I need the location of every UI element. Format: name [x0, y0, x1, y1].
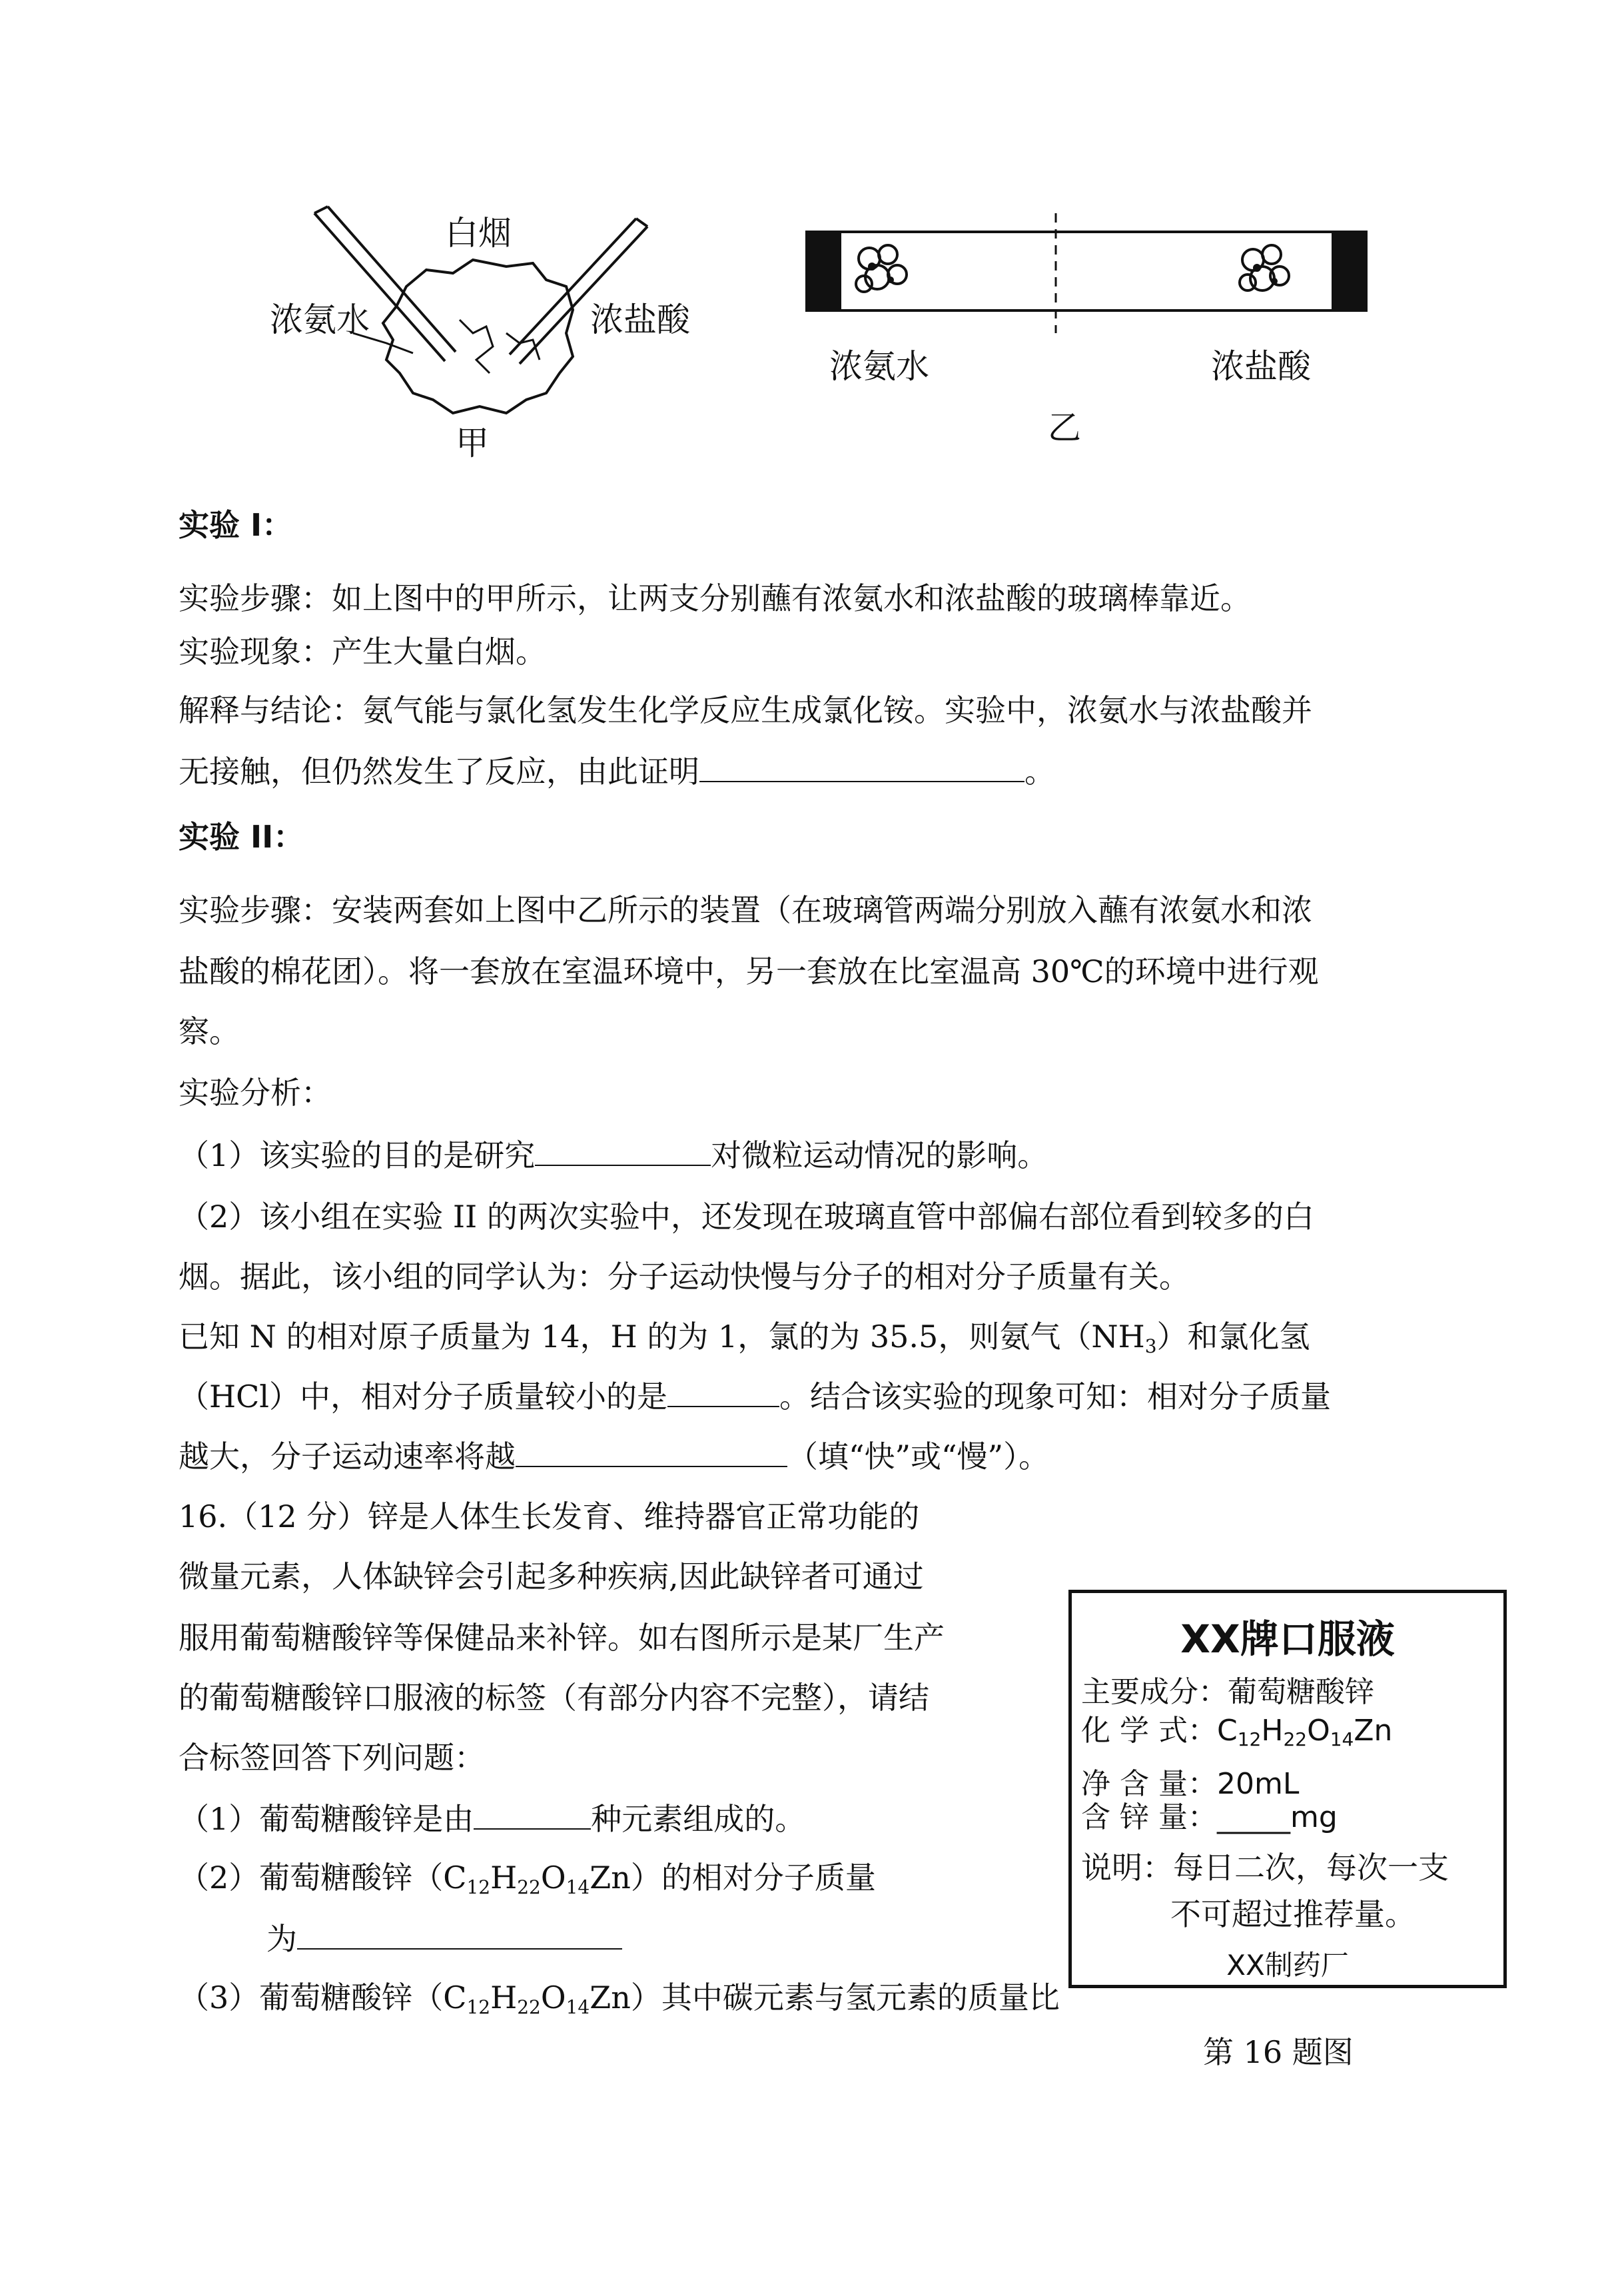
exp2-q2-3: 已知 N 的相对原子质量为 14，H 的为 1，氯的为 35.5，则氨气$(NH_3)$和氯化氢: [179, 1319, 1310, 1357]
q16-intro-1: 16.（12 分）锌是人体生长发育、维持器官正常功能的: [179, 1498, 920, 1534]
exp2-step-3: 察。: [179, 1013, 240, 1049]
figure-caption: 第 16 题图: [1203, 2034, 1354, 2070]
exp1-step: 实验步骤：如上图中的甲所示，让两支分别蘸有浓氨水和浓盐酸的玻璃棒靠近。: [179, 580, 1251, 616]
exp2-step-2: 盐酸的棉花团）。将一套放在室温环境中，另一套放在比室温高 30℃的环境中进行观: [179, 953, 1319, 989]
label-zinc: 含 锌 量：_____mg: [1081, 1800, 1338, 1834]
figure-yi-tube: [803, 213, 1376, 333]
answer-blank[interactable]: [516, 1436, 787, 1467]
exp2-q2-2: 烟。据此，该小组的同学认为：分子运动快慢与分子的相对分子质量有关。: [179, 1259, 1190, 1295]
label-net: 净 含 量：20mL: [1081, 1767, 1300, 1801]
q16-part-2: （2）葡萄糖酸锌$(C_{12}H_{22}O_{14}Zn)$的相对分子质量: [179, 1860, 876, 1898]
label-maker: XX制药厂: [1226, 1949, 1349, 1982]
answer-blank[interactable]: [297, 1919, 622, 1950]
exp1-conclusion-2: 无接触，但仍然发生了反应，由此证明 。: [179, 752, 1055, 792]
yi-caption: 乙: [1048, 408, 1081, 447]
label-title: XX牌口服液: [1180, 1616, 1395, 1662]
exp1-phenomenon: 实验现象：产生大量白烟。: [179, 634, 546, 670]
q16-intro-5: 合标签回答下列问题：: [179, 1740, 485, 1776]
label-note-1: 说明：每日二次，每次一支: [1081, 1850, 1449, 1886]
q16-part-2-cont: 为: [266, 1919, 622, 1959]
exp2-q2-4: （HCl）中，相对分子质量较小的是 。结合该实验的现象可知：相对分子质量: [179, 1377, 1331, 1417]
exp1-conclusion-1: 解释与结论：氨气能与氯化氢发生化学反应生成氯化铵。实验中，浓氨水与浓盐酸并: [179, 692, 1312, 728]
exp1-title: 实验 I：: [179, 507, 293, 543]
exp2-title: 实验 II：: [179, 819, 304, 855]
q16-part-1: （1）葡萄糖酸锌是由 种元素组成的。: [179, 1799, 805, 1839]
label-formula: 化 学 式：$C_{12}H_{22}O_{14}Zn$: [1081, 1714, 1393, 1750]
exp2-q1: （1）该实验的目的是研究 对微粒运动情况的影响。: [179, 1135, 1048, 1175]
exp2-analysis: 实验分析：: [179, 1075, 332, 1111]
exp2-step-1: 实验步骤：安装两套如上图中乙所示的装置（在玻璃管两端分别放入蘸有浓氨水和浓: [179, 892, 1312, 928]
answer-blank[interactable]: [535, 1135, 711, 1166]
label-note-2: 不可超过推荐量。: [1170, 1896, 1415, 1932]
q16-part-3: （3）葡萄糖酸锌$(C_{12}H_{22}O_{14}Zn)$其中碳元素与氢元素的质量比: [179, 1980, 1060, 2018]
jia-smoke-label: 白烟: [445, 214, 512, 253]
jia-left-label: 浓氨水: [270, 300, 370, 339]
exp2-q2-5: 越大，分子运动速率将越 （填“快”或“慢”）。: [179, 1436, 1049, 1476]
yi-left-label: 浓氨水: [829, 347, 929, 386]
product-label: [1068, 1590, 1507, 1988]
label-ingredient: 主要成分：葡萄糖酸锌: [1081, 1675, 1374, 1709]
q16-intro-4: 的葡萄糖酸锌口服液的标签（有部分内容不完整），请结: [179, 1680, 929, 1716]
answer-blank[interactable]: [699, 752, 1024, 782]
jia-caption: 甲: [456, 424, 489, 462]
answer-blank[interactable]: [667, 1377, 779, 1407]
exp2-q2-1: （2）该小组在实验 II 的两次实验中，还发现在玻璃直管中部偏右部位看到较多的白: [179, 1199, 1314, 1235]
q16-intro-2: 微量元素，人体缺锌会引起多种疾病,因此缺锌者可通过: [179, 1558, 924, 1594]
yi-right-label: 浓盐酸: [1211, 347, 1311, 386]
q16-intro-3: 服用葡萄糖酸锌等保健品来补锌。如右图所示是某厂生产: [179, 1620, 945, 1656]
jia-right-label: 浓盐酸: [590, 300, 690, 339]
answer-blank[interactable]: [474, 1799, 591, 1830]
